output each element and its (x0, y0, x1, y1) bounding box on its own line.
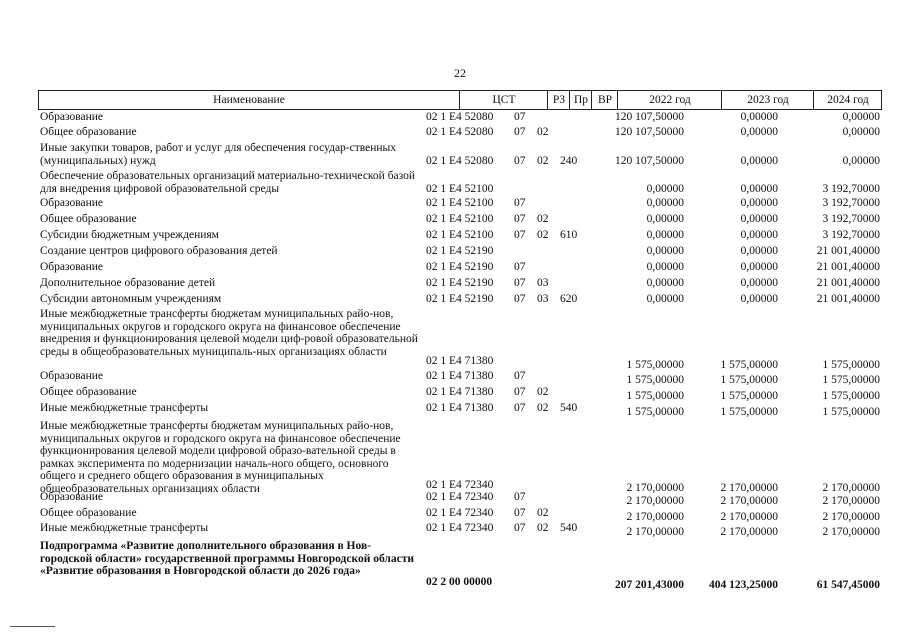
row-2023: 1 575,00000 (720, 406, 778, 418)
row-cst: 02 1 E4 72340 (426, 522, 494, 534)
row-2023: 0,00000 (740, 111, 778, 123)
header-rz: РЗ (547, 91, 570, 109)
row-2024: 2 170,00000 (822, 511, 880, 523)
row-vr: 540 (560, 522, 578, 534)
row-vr: 540 (560, 402, 578, 414)
header-2023: 2023 год (721, 91, 814, 109)
row-2022: 1 575,00000 (626, 390, 684, 402)
row-2024: 1 575,00000 (822, 374, 880, 386)
row-rz: 07 (514, 522, 526, 534)
row-2024: 2 170,00000 (822, 482, 880, 494)
row-vr: 240 (560, 155, 578, 167)
row-2023: 1 575,00000 (720, 390, 778, 402)
row-2024: 3 192,70000 (822, 183, 880, 195)
row-2024: 3 192,70000 (822, 213, 880, 225)
header-2022: 2022 год (617, 91, 722, 109)
row-name: Подпрограмма «Развитие дополнительного образования в Нов-городской области» государственной программы Новгородской области «Развитие образования в Новгородской области до 2026 года» (40, 540, 414, 577)
row-2023: 0,00000 (740, 229, 778, 241)
row-2023: 2 170,00000 (720, 526, 778, 538)
row-2022: 0,00000 (646, 229, 684, 241)
row-name: Образование (40, 261, 104, 273)
table-header (38, 90, 882, 110)
row-pr: 03 (537, 277, 549, 289)
row-rz: 07 (514, 293, 526, 305)
row-2024: 1 575,00000 (822, 406, 880, 418)
row-vr: 620 (560, 293, 578, 305)
row-2022: 0,00000 (646, 245, 684, 257)
row-rz: 07 (514, 111, 526, 123)
row-name: Образование (40, 111, 104, 123)
row-2024: 21 001,40000 (816, 277, 880, 289)
row-pr: 03 (537, 293, 549, 305)
row-2023: 0,00000 (740, 277, 778, 289)
row-2022: 0,00000 (646, 183, 684, 195)
row-2024: 61 547,45000 (816, 579, 880, 591)
row-2023: 1 575,00000 (720, 374, 778, 386)
row-name: Иные межбюджетные трансферты бюджетам муниципальных райо-нов, муниципальных округов и городского округа на финансовое обеспечение функционирования целевой модели цифровой образо-вательной среды в рамках эксперимента по модернизации началь-ного общего, основного общего и среднего общего образования в муниципальных общеобразовательных организациях области (40, 420, 401, 495)
row-2023: 0,00000 (740, 293, 778, 305)
row-rz: 07 (514, 386, 526, 398)
row-rz: 07 (514, 213, 526, 225)
row-2023: 404 123,25000 (709, 579, 778, 591)
row-2022: 207 201,43000 (615, 579, 684, 591)
row-2024: 2 170,00000 (822, 495, 880, 507)
row-2022: 0,00000 (646, 293, 684, 305)
row-2023: 0,00000 (740, 245, 778, 257)
header-name: Наименование (213, 94, 285, 106)
page-number: 22 (454, 66, 466, 80)
row-2024: 3 192,70000 (822, 229, 880, 241)
row-2023: 0,00000 (740, 183, 778, 195)
row-cst: 02 1 E4 52080 (426, 111, 494, 123)
row-2022: 1 575,00000 (626, 359, 684, 371)
row-2024: 3 192,70000 (822, 197, 880, 209)
row-pr: 02 (537, 507, 549, 519)
row-2024: 0,00000 (842, 111, 880, 123)
row-cst: 02 2 00 00000 (426, 576, 493, 588)
row-2022: 2 170,00000 (626, 511, 684, 523)
row-vr: 610 (560, 229, 578, 241)
row-rz: 07 (514, 229, 526, 241)
row-name: Иные закупки товаров, работ и услуг для обеспечения государ-ственных (муниципальных) нужд (40, 142, 397, 167)
row-2022: 2 170,00000 (626, 482, 684, 494)
row-pr: 02 (537, 213, 549, 225)
row-name: Иные межбюджетные трансферты (40, 402, 209, 414)
row-cst: 02 1 E4 52190 (426, 293, 494, 305)
row-name: Иные межбюджетные трансферты бюджетам муниципальных райо-нов, муниципальных округов и городского округа на финансовое обеспечение внедрения и функционирования целевой модели циф-ровой образовательной среды в общеобразовательных муниципаль-ных организациях области (40, 308, 418, 358)
row-rz: 07 (514, 491, 526, 503)
row-name: Обеспечение образовательных организаций материально-технической базой для внедрения цифровой образовательной среды (40, 170, 416, 195)
row-2022: 1 575,00000 (626, 406, 684, 418)
row-cst: 02 1 E4 52190 (426, 245, 494, 257)
row-2024: 2 170,00000 (822, 526, 880, 538)
row-name: Общее образование (40, 213, 137, 225)
header-pr: Пр (569, 91, 592, 109)
row-cst: 02 1 E4 72340 (426, 491, 494, 503)
row-cst: 02 1 E4 72340 (426, 479, 494, 491)
row-cst: 02 1 E4 52100 (426, 229, 494, 241)
row-pr: 02 (537, 155, 549, 167)
row-name: Общее образование (40, 507, 137, 519)
row-name: Образование (40, 197, 104, 209)
row-2024: 1 575,00000 (822, 359, 880, 371)
row-2023: 0,00000 (740, 213, 778, 225)
row-name: Образование (40, 370, 104, 382)
row-name: Общее образование (40, 386, 137, 398)
footer-divider (10, 626, 55, 627)
row-2023: 0,00000 (740, 155, 778, 167)
row-2022: 120 107,50000 (615, 126, 684, 138)
row-name: Субсидии бюджетным учреждениям (40, 229, 219, 241)
row-cst: 02 1 E4 52100 (426, 213, 494, 225)
row-2024: 21 001,40000 (816, 245, 880, 257)
row-2024: 21 001,40000 (816, 261, 880, 273)
row-2022: 120 107,50000 (615, 111, 684, 123)
row-cst: 02 1 E4 71380 (426, 402, 494, 414)
row-cst: 02 1 E4 52080 (426, 155, 494, 167)
row-pr: 02 (537, 402, 549, 414)
row-rz: 07 (514, 126, 526, 138)
row-name: Образование (40, 491, 104, 503)
row-2023: 0,00000 (740, 126, 778, 138)
row-2023: 0,00000 (740, 197, 778, 209)
row-cst: 02 1 E4 52100 (426, 183, 494, 195)
row-cst: 02 1 E4 71380 (426, 370, 494, 382)
row-2024: 0,00000 (842, 155, 880, 167)
row-pr: 02 (537, 126, 549, 138)
row-cst: 02 1 E4 52190 (426, 261, 494, 273)
row-2024: 21 001,40000 (816, 293, 880, 305)
row-name: Общее образование (40, 126, 137, 138)
row-2023: 1 575,00000 (720, 359, 778, 371)
row-cst: 02 1 E4 52100 (426, 197, 494, 209)
row-name: Создание центров цифрового образования детей (40, 245, 278, 257)
row-2022: 120 107,50000 (615, 155, 684, 167)
row-cst: 02 1 E4 72340 (426, 507, 494, 519)
row-rz: 07 (514, 370, 526, 382)
row-name: Дополнительное образование детей (40, 277, 216, 289)
row-2023: 0,00000 (740, 261, 778, 273)
header-cst: ЦСТ (459, 91, 548, 109)
row-2023: 2 170,00000 (720, 511, 778, 523)
row-pr: 02 (537, 522, 549, 534)
row-cst: 02 1 E4 52190 (426, 277, 494, 289)
header-vr: ВР (591, 91, 618, 109)
row-rz: 07 (514, 197, 526, 209)
row-2022: 0,00000 (646, 197, 684, 209)
row-2022: 2 170,00000 (626, 495, 684, 507)
row-cst: 02 1 E4 52080 (426, 126, 494, 138)
row-name: Иные межбюджетные трансферты (40, 522, 209, 534)
row-2024: 1 575,00000 (822, 390, 880, 402)
row-2023: 2 170,00000 (720, 495, 778, 507)
row-2022: 1 575,00000 (626, 374, 684, 386)
row-2022: 0,00000 (646, 261, 684, 273)
header-2024: 2024 год (813, 91, 882, 109)
row-pr: 02 (537, 386, 549, 398)
row-2023: 2 170,00000 (720, 482, 778, 494)
row-2022: 2 170,00000 (626, 526, 684, 538)
row-cst: 02 1 E4 71380 (426, 386, 494, 398)
row-2022: 0,00000 (646, 213, 684, 225)
row-rz: 07 (514, 277, 526, 289)
row-name: Субсидии автономным учреждениям (40, 293, 222, 305)
row-rz: 07 (514, 402, 526, 414)
row-2022: 0,00000 (646, 277, 684, 289)
row-rz: 07 (514, 155, 526, 167)
row-cst: 02 1 E4 71380 (426, 355, 494, 367)
row-rz: 07 (514, 507, 526, 519)
row-pr: 02 (537, 229, 549, 241)
row-2024: 0,00000 (842, 126, 880, 138)
row-rz: 07 (514, 261, 526, 273)
